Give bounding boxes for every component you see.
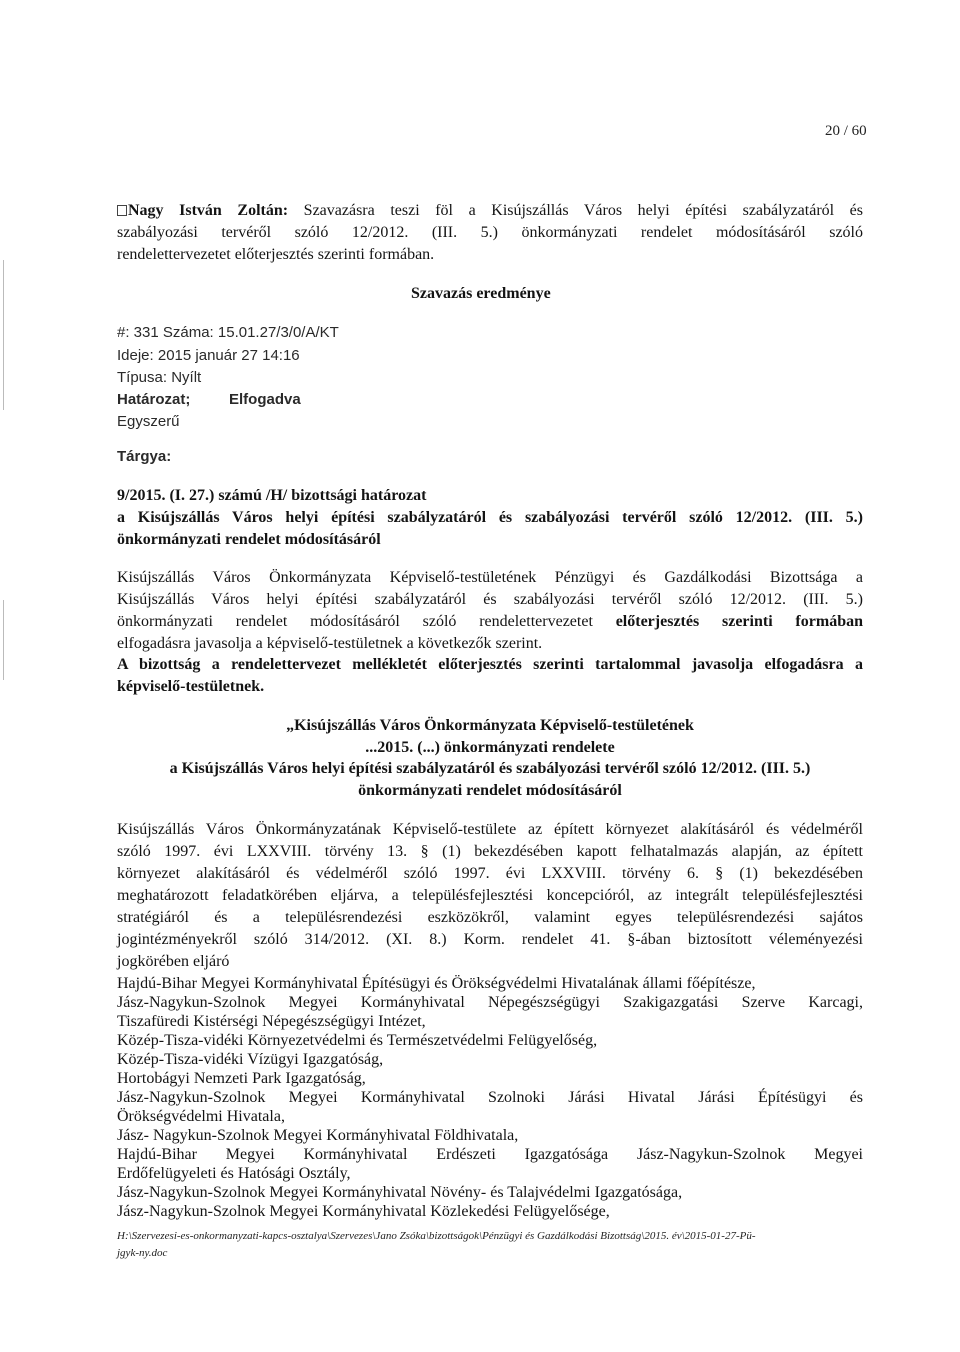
agency-item: Hajdú-Bihar Megyei Kormányhivatal Erdészeti Igazgatósága Jász-Nagykun-Szolnok Megyei	[117, 1146, 863, 1163]
agency-item: Jász-Nagykun-Szolnok Megyei Kormányhivatal Közlekedési Felügyelősége,	[117, 1203, 610, 1220]
body1-line-4: elfogadásra javasolja a képviselő-testületnek a következők szerint.	[117, 635, 543, 652]
intro-line-3: rendelettervezetet előterjesztés szerinti formában.	[117, 246, 435, 263]
vote-type-line: Típusa: Nyílt	[117, 369, 202, 386]
agency-item: Örökségvédelmi Hivatala,	[117, 1108, 285, 1125]
vote-date-line: Ideje: 2015 január 27 14:16	[117, 347, 300, 364]
scan-edge-mark	[3, 260, 4, 410]
decree-title-line-4: önkormányzati rendelet módosításáról	[358, 782, 622, 799]
agency-item: Tiszafüredi Kistérségi Népegészségügyi Intézet,	[117, 1013, 426, 1030]
checkbox-glyph-icon	[117, 205, 127, 216]
committee-recommendation-line-2: képviselő-testületnek.	[117, 678, 265, 695]
intro-line-2: szabályozási tervéről szóló 12/2012. (III. 5.) önkormányzati rendelet módosításáról szóló	[117, 224, 863, 241]
body2-line: meghatározott feladatkörében eljárva, a településfejlesztési koncepcióról, az integrált településfejlesztési	[117, 887, 863, 904]
decree-title-line-2: ...2015. (...) önkormányzati rendelete	[365, 739, 615, 756]
agency-item: Jász-Nagykun-Szolnok Megyei Kormányhivatal Szolnoki Járási Hivatal Járási Építésügyi és	[117, 1089, 863, 1106]
body2-line: jogkörében eljáró	[117, 953, 230, 970]
agency-item: Jász-Nagykun-Szolnok Megyei Kormányhivatal Növény- és Talajvédelmi Igazgatósága,	[117, 1184, 683, 1201]
agency-item: Közép-Tisza-vidéki Környezetvédelmi és Természetvédelmi Felügyelőség,	[117, 1032, 598, 1049]
resolution-title-line-2: önkormányzati rendelet módosításáról	[117, 531, 381, 548]
intro-line-1	[117, 201, 863, 221]
vote-majority: Egyszerű	[117, 413, 180, 430]
body1-line-2: Kisújszállás Város helyi építési szabályzatáról és szabályozási tervéről szóló 12/2012. (III. 5.)	[117, 591, 863, 608]
scan-edge-mark	[3, 600, 4, 680]
body2-line: stratégiáról és a településrendezési eszközökről, valamint egyes településrendezési sajátos	[117, 909, 863, 926]
resolution-title-line-1: a Kisújszállás Város helyi építési szabályzatáról és szabályozási tervéről szóló 12/2012. (III. 5.)	[117, 509, 863, 526]
agency-item: Jász- Nagykun-Szolnok Megyei Kormányhivatal Földhivatala,	[117, 1127, 519, 1144]
body2-line: környezet alakításáról és védelméről szóló 1997. évi LXXVIII. törvény 6. § (1) bekezdésében	[117, 865, 863, 882]
committee-recommendation-line-1: A bizottság a rendelettervezet mellékletét előterjesztés szerinti tartalommal javasolja elfogadásra a	[117, 656, 863, 673]
decree-title-line-1: „Kisújszállás Város Önkormányzata Képviselő-testületének	[286, 717, 694, 734]
file-path-line-2: jgyk-ny.doc	[117, 1247, 168, 1259]
body1-line-3-bold: előterjesztés szerinti formában	[615, 613, 863, 630]
agency-item: Jász-Nagykun-Szolnok Megyei Kormányhivatal Népegészségügyi Szakigazgatási Szerve Karcagi,	[117, 994, 863, 1011]
body2-line: Kisújszállás Város Önkormányzatának Képviselő-testülete az épített környezet alakításáról és védelméről	[117, 821, 863, 838]
body2-line: jogintézményekről szóló 314/2012. (XI. 8.) Korm. rendelet 41. §-ában biztosított véleményezési	[117, 931, 863, 948]
page-number: 20 / 60	[825, 123, 867, 139]
body1-line-1: Kisújszállás Város Önkormányzata Képviselő-testületének Pénzügyi és Gazdálkodási Bizottsága a	[117, 569, 863, 586]
speaker-name: Nagy István Zoltán:	[128, 202, 289, 219]
body2-line: szóló 1997. évi LXXVIII. törvény 13. § (1) bekezdésében kapott felhatalmazás alapján, az épített	[117, 843, 863, 860]
agency-item: Erdőfelügyeleti és Hatósági Osztály,	[117, 1165, 351, 1182]
vote-decision-value: Elfogadva	[229, 391, 301, 408]
file-path-footer	[117, 1228, 877, 1262]
body1-line-3	[117, 612, 863, 632]
agency-item: Közép-Tisza-vidéki Vízügyi Igazgatóság,	[117, 1051, 384, 1068]
agency-item: Hortobágyi Nemzeti Park Igazgatóság,	[117, 1070, 366, 1087]
agency-item: Hajdú-Bihar Megyei Kormányhivatal Építésügyi és Örökségvédelmi Hivatalának állami főépítésze,	[117, 975, 756, 992]
vote-decision-label: Határozat;	[117, 391, 191, 408]
body1-line-3-normal: önkormányzati rendelet módosításáról szóló rendelettervezetet	[117, 613, 593, 630]
vote-number-line: #: 331 Száma: 15.01.27/3/0/A/KT	[117, 324, 339, 341]
file-path-line-1: H:\Szervezesi-es-onkormanyzati-kapcs-osztalya\Szervezes\Jano Zsóka\bizottságok\Pénzügyi és Gazdálkodási Bizottság\2015. év\2015-01-27-Pü-	[117, 1230, 756, 1242]
vote-subject-label: Tárgya:	[117, 448, 172, 465]
decree-title-line-3: a Kisújszállás Város helyi építési szabályzatáról és szabályozási tervéről szóló 12/2012. (III. 5.)	[169, 760, 811, 777]
intro-text: Szavazásra teszi föl a Kisújszállás Város helyi építési szabályzatáról és	[303, 202, 864, 219]
resolution-number: 9/2015. (I. 27.) számú /H/ bizottsági határozat	[117, 487, 427, 504]
vote-result-heading: Szavazás eredménye	[411, 285, 551, 302]
